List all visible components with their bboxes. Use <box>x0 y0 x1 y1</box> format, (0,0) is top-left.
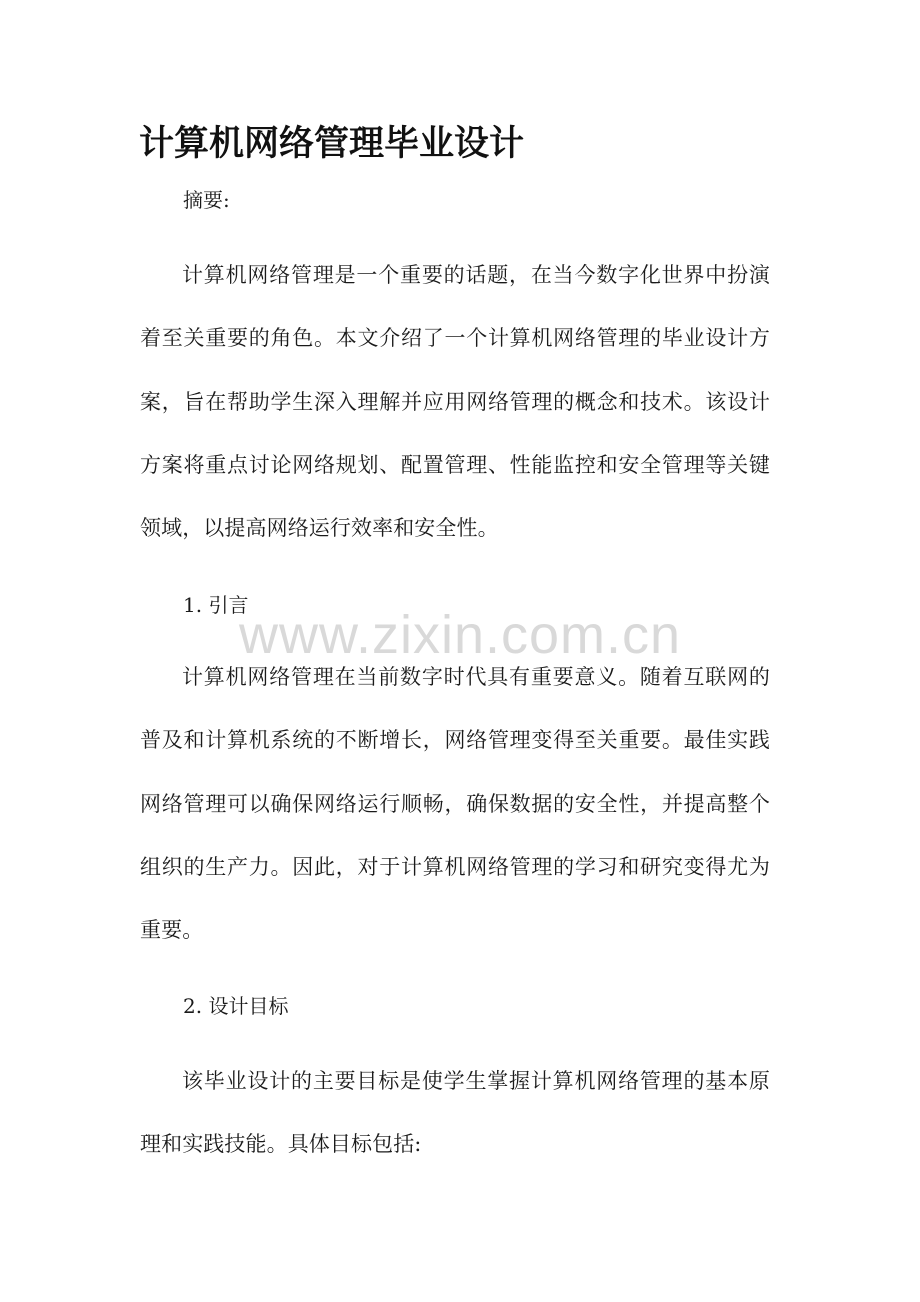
section-2-paragraph: 该毕业设计的主要目标是使学生掌握计算机网络管理的基本原理和实践技能。具体目标包括: <box>140 1069 770 1157</box>
section-1-heading: 1. 引言 <box>183 593 249 617</box>
watermark: www.zixin.com.cn <box>238 605 682 665</box>
abstract-paragraph: 计算机网络管理是一个重要的话题，在当今数字化世界中扮演着至关重要的角色。本文介绍了一个计算机网络管理的毕业设计方案，旨在帮助学生深入理解并应用网络管理的概念和技术。该设计方案将重点讨论网络规划、配置管理、性能监控和安全管理等关键领域，以提高网络运行效率和安全性。 <box>140 263 770 541</box>
section-1-paragraph: 计算机网络管理在当前数字时代具有重要意义。随着互联网的普及和计算机系统的不断增长，网络管理变得至关重要。最佳实践网络管理可以确保网络运行顺畅，确保数据的安全性，并提高整个组织的生产力。因此，对于计算机网络管理的学习和研究变得尤为重要。 <box>140 665 770 943</box>
document-title: 计算机网络管理毕业设计 <box>139 124 525 164</box>
abstract-label: 摘要: <box>183 188 230 212</box>
section-2-heading: 2. 设计目标 <box>183 994 289 1018</box>
